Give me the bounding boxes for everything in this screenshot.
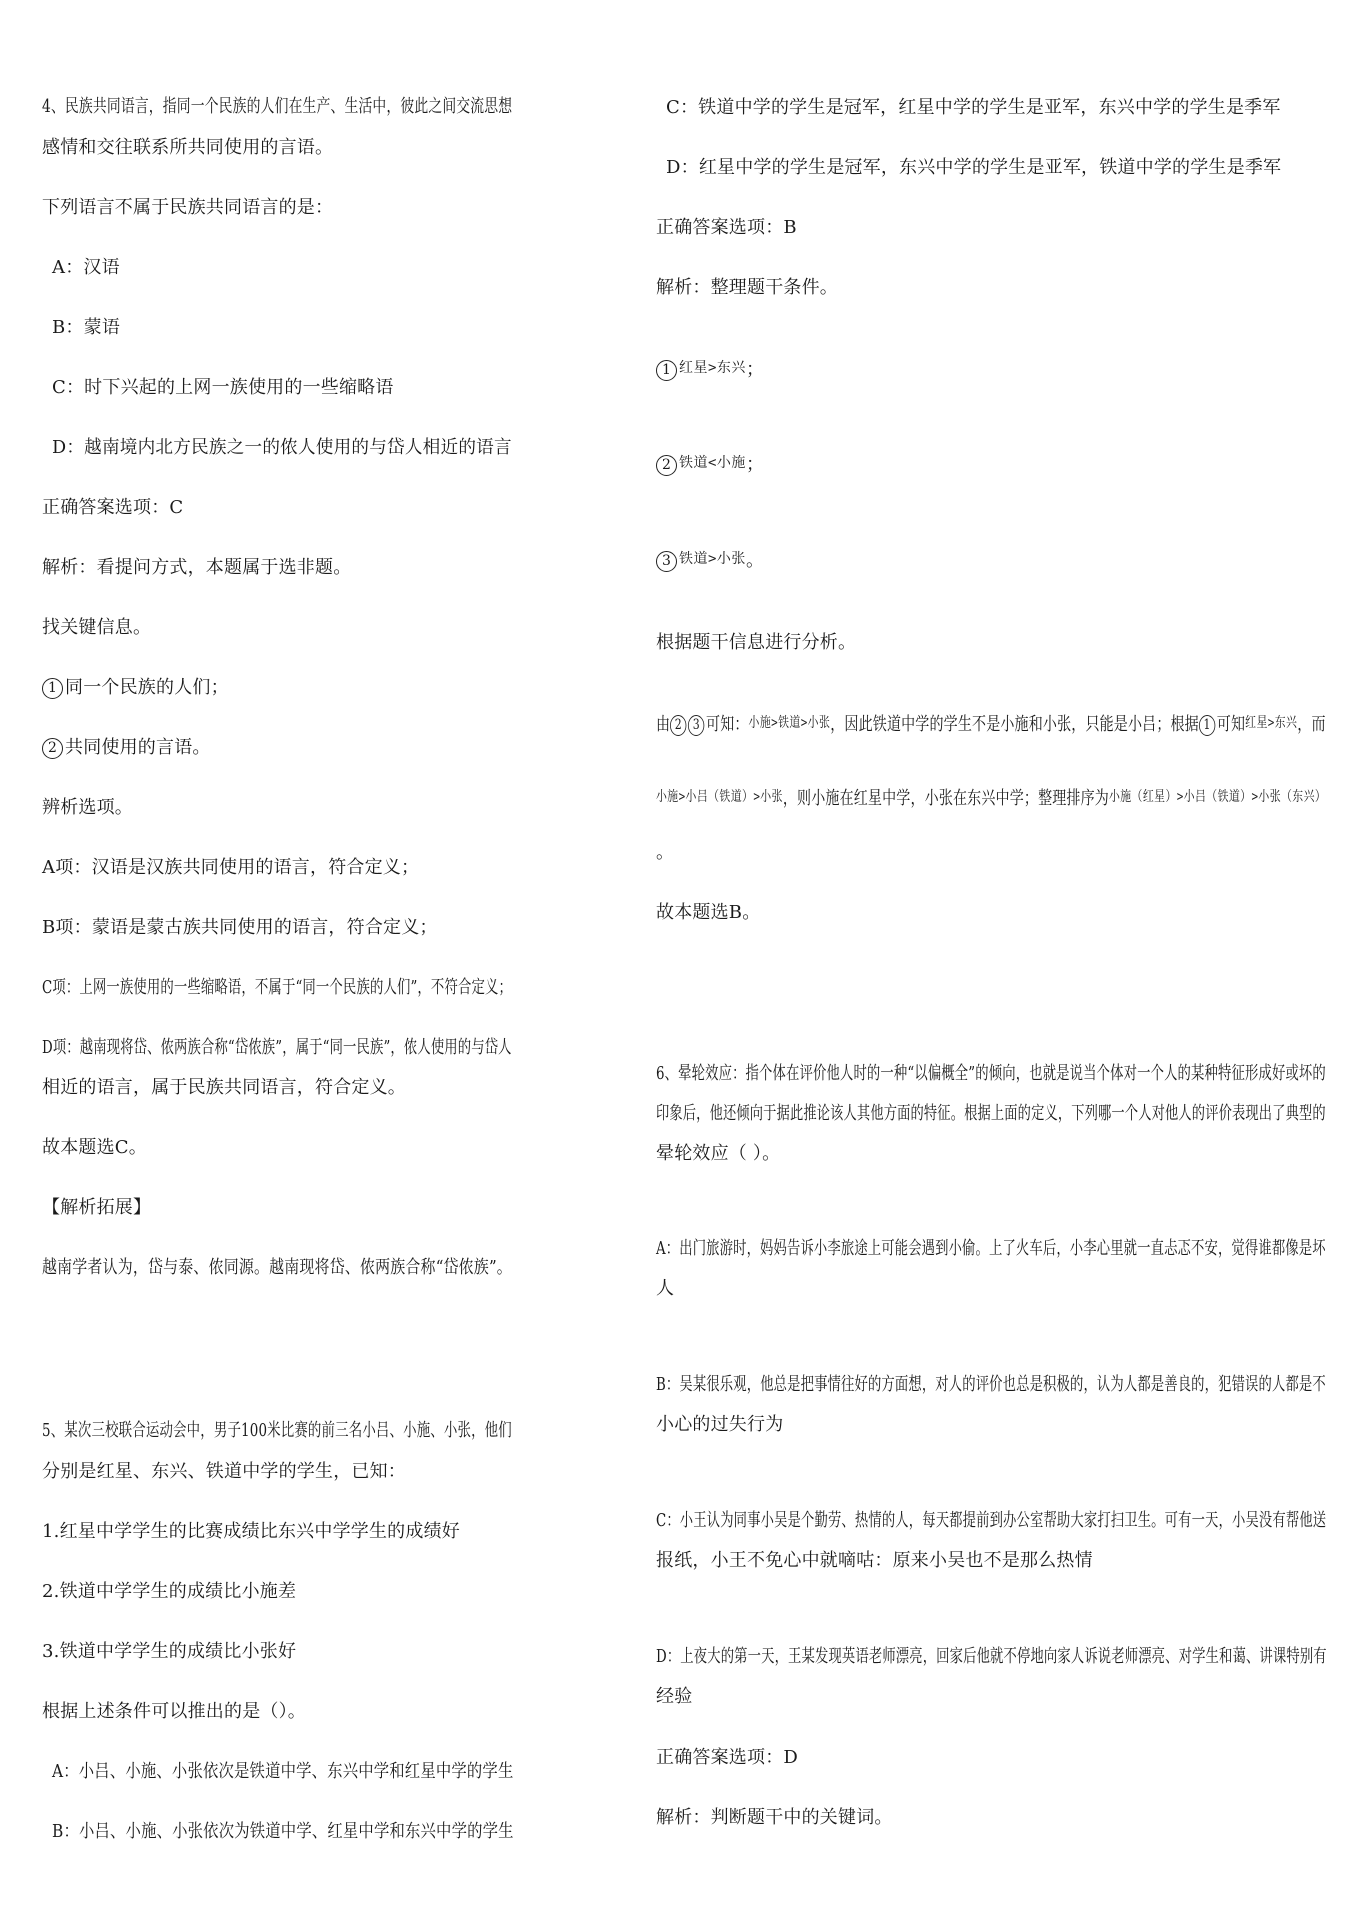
handwritten-relation: 小施>铁道>小张 — [748, 715, 831, 731]
q4-extension-text: 越南学者认为，岱与泰、侬同源。越南现将岱、侬两族合称“岱侬族”。 — [42, 1257, 512, 1278]
q6-answer: 正确答案选项：D — [656, 1747, 799, 1768]
q5-option-d: D：红星中学的学生是冠军，东兴中学的学生是亚军，铁道中学的学生是季军 — [666, 157, 1282, 178]
q4-stem-line1: 4、民族共同语言，指同一个民族的人们在生产、生活中，彼此之间交流思想 — [42, 96, 513, 117]
q5-explanation-2: 根据题干信息进行分析。 — [656, 632, 857, 653]
q4-option-b: B：蒙语 — [52, 317, 121, 338]
q6-option-d-line2: 经验 — [656, 1686, 693, 1707]
q4-option-c: C：时下兴起的上网一族使用的一些缩略语 — [52, 377, 394, 398]
q4-explanation-7b: 相近的语言，属于民族共同语言，符合定义。 — [42, 1077, 406, 1098]
q4-conclusion: 故本题选C。 — [42, 1137, 147, 1158]
q5-analysis-line3: 。 — [656, 842, 675, 863]
q5-stem-line2: 分别是红星、东兴、铁道中学的学生，已知： — [42, 1461, 406, 1482]
q6-stem-line2: 印象后，他还倾向于据此推论该人其他方面的特征。根据上面的定义，下列哪一个人对他人的评价表现出了典型的 — [656, 1103, 1326, 1124]
handwritten-relation: 铁道<小施 — [679, 455, 746, 471]
circled-number: 1 — [42, 678, 63, 699]
circled-number: 3 — [688, 715, 704, 736]
circled-number: 1 — [1199, 715, 1215, 736]
q5-condition-3: 3.铁道中学学生的成绩比小张好 — [42, 1641, 297, 1662]
handwritten-relation: 小施>小吕（铁道）>小张 — [656, 789, 783, 805]
q5-conclusion: 故本题选B。 — [656, 902, 761, 923]
q4-explanation-5: B项：蒙语是蒙古族共同使用的语言，符合定义； — [42, 917, 438, 938]
q5-relation-3: 3 铁道>小张。 — [656, 544, 764, 576]
q6-stem-line1: 6、晕轮效应：指个体在评价他人时的一种“以偏概全”的倾向，也就是说当个体对一个人的某种特征形成好或坏的 — [656, 1063, 1326, 1084]
q4-explanation-4: A项：汉语是汉族共同使用的语言，符合定义； — [42, 857, 420, 878]
q5-option-b: B：小吕、小施、小张依次为铁道中学、红星中学和东兴中学的学生 — [52, 1821, 514, 1842]
q4-explanation-7a: D项：越南现将岱、侬两族合称“岱侬族”，属于“同一民族”，侬人使用的与岱人 — [42, 1037, 512, 1058]
q5-relation-2: 2 铁道<小施； — [656, 448, 764, 480]
q4-explanation-2: 找关键信息。 — [42, 617, 152, 638]
q4-key-info-2: 2 共同使用的言语。 — [42, 733, 211, 763]
q6-option-c-line1: C：小王认为同事小吴是个勤劳、热情的人，每天都提前到办公室帮助大家打扫卫生。可有一天，小吴没有帮他送 — [656, 1510, 1327, 1531]
q6-option-b-line1: B：吴某很乐观，他总是把事情往好的方面想，对人的评价也总是积极的，认为人都是善良的，犯错误的人都是不 — [656, 1374, 1326, 1395]
q5-option-c: C：铁道中学的学生是冠军，红星中学的学生是亚军，东兴中学的学生是季军 — [666, 97, 1281, 118]
q5-stem-line1: 5、某次三校联合运动会中，男子100米比赛的前三名小吕、小施、小张，他们 — [42, 1420, 512, 1441]
q4-stem-line2: 感情和交往联系所共同使用的言语。 — [42, 137, 334, 158]
q6-explanation-1: 解析：判断题干中的关键词。 — [656, 1807, 893, 1828]
handwritten-relation: 红星>东兴 — [679, 360, 746, 376]
q4-explanation-3: 辨析选项。 — [42, 797, 133, 818]
q6-option-d-line1: D：上夜大的第一天，王某发现英语老师漂亮，回家后他就不停地向家人诉说老师漂亮、对学生和蔼、讲课特别有 — [656, 1646, 1327, 1667]
circled-number: 2 — [42, 738, 63, 759]
q5-answer: 正确答案选项：B — [656, 217, 797, 238]
q6-option-b-line2: 小心的过失行为 — [656, 1414, 784, 1435]
q4-extension-title: 【解析拓展】 — [42, 1197, 152, 1218]
circled-number: 1 — [656, 360, 677, 381]
circled-number: 3 — [656, 551, 677, 572]
q5-condition-2: 2.铁道中学学生的成绩比小施差 — [42, 1581, 297, 1602]
circled-number: 2 — [656, 455, 677, 476]
q5-prompt: 根据上述条件可以推出的是（）。 — [42, 1701, 306, 1722]
q4-key-info-1: 1 同一个民族的人们； — [42, 673, 229, 703]
q5-relation-1: 1 红星>东兴； — [656, 353, 764, 385]
circled-number: 2 — [670, 715, 686, 736]
q6-option-a-line1: A：出门旅游时，妈妈告诉小李旅途上可能会遇到小偷。上了火车后，小李心里就一直忐忑不安，觉得谁都像是坏 — [656, 1238, 1326, 1259]
q5-explanation-1: 解析：整理题干条件。 — [656, 277, 838, 298]
q4-answer: 正确答案选项：C — [42, 497, 184, 518]
q5-option-a: A：小吕、小施、小张依次是铁道中学、东兴中学和红星中学的学生 — [52, 1761, 514, 1782]
q5-analysis-line2: 小施>小吕（铁道）>小张，则小施在红星中学，小张在东兴中学；整理排序为小施（红星）>小吕（铁道）>小张（东兴） — [656, 788, 1327, 809]
q4-option-d: D：越南境内北方民族之一的侬人使用的与岱人相近的语言 — [52, 437, 512, 458]
handwritten-relation: 小施（红星）>小吕（铁道）>小张（东兴） — [1108, 789, 1327, 805]
q5-condition-1: 1.红星中学学生的比赛成绩比东兴中学学生的成绩好 — [42, 1521, 460, 1542]
q4-explanation-1: 解析：看提问方式，本题属于选非题。 — [42, 557, 352, 578]
q4-explanation-6: C项：上网一族使用的一些缩略语，不属于“同一个民族的人们”，不符合定义； — [42, 977, 512, 998]
q6-option-c-line2: 报纸，小王不免心中就嘀咕：原来小吴也不是那么热情 — [656, 1550, 1093, 1571]
q4-prompt: 下列语言不属于民族共同语言的是： — [42, 197, 334, 218]
q6-stem-line3: 晕轮效应（ ）。 — [656, 1143, 781, 1164]
q5-analysis-line1: 由 2 3 可知：小施>铁道>小张，因此铁道中学的学生不是小施和小张，只能是小吕；根据 1 可知红星>东兴，而 — [656, 714, 1326, 735]
handwritten-relation: 红星>东兴 — [1245, 715, 1298, 731]
q6-option-a-line2: 人 — [656, 1278, 675, 1299]
handwritten-relation: 铁道>小张 — [679, 551, 746, 567]
q4-option-a: A：汉语 — [52, 257, 120, 278]
